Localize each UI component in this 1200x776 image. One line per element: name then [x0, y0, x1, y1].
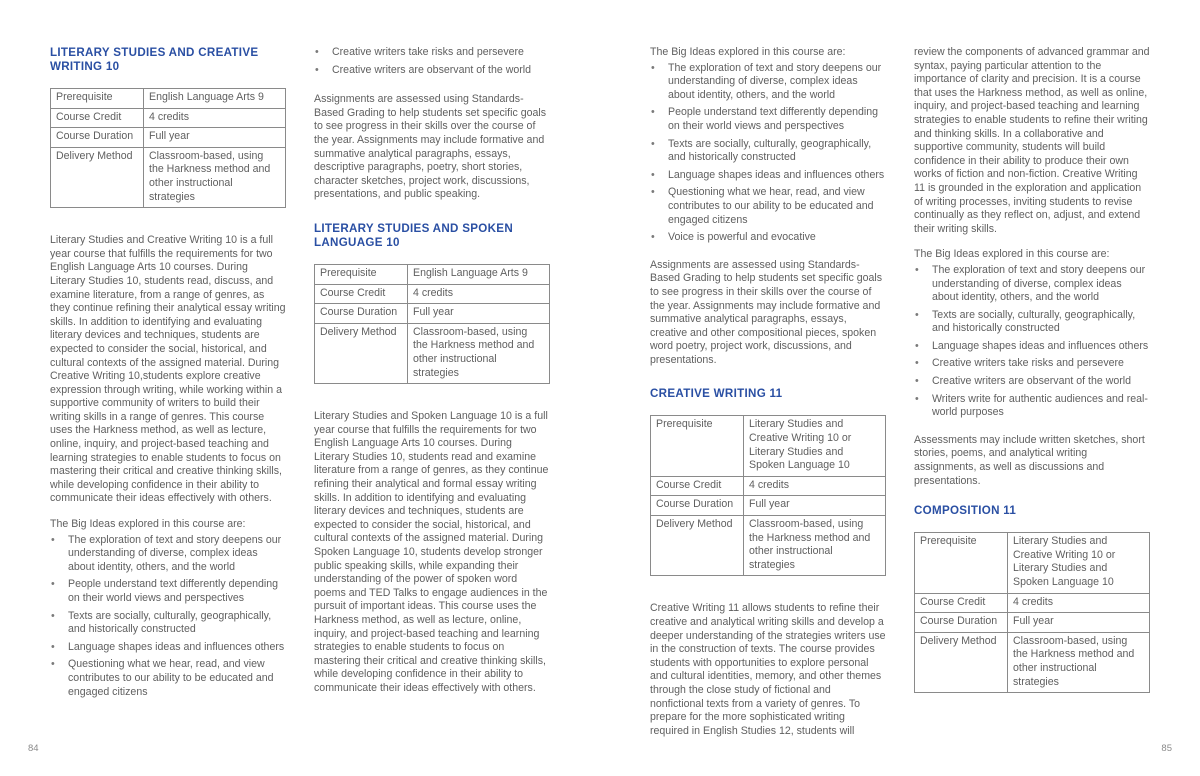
column-4	[914, 46, 1150, 719]
list-item: • Writers write for authentic audiences and real-world purposes	[914, 393, 1150, 420]
table-key: Course Duration	[651, 496, 744, 516]
table-key: Course Credit	[915, 593, 1008, 613]
course-info-table	[914, 532, 1150, 693]
table-value: 4 credits	[408, 284, 550, 304]
list-item: • Creative writers take risks and persevere	[314, 46, 550, 60]
heading-lit-spoken-10	[314, 222, 550, 250]
list-item: • People understand text differently depending on their world views and perspectives	[650, 106, 886, 133]
table-value: Classroom-based, using the Harkness method and other instructional strategies	[144, 147, 286, 207]
list-item: • The exploration of text and story deepens our understanding of diverse, complex ideas about identity, others, and the world	[914, 264, 1150, 305]
page-number-right: 85	[1161, 743, 1172, 755]
table-key: Prerequisite	[651, 416, 744, 476]
page-number-left: 84	[28, 743, 39, 755]
table-key: Course Credit	[315, 284, 408, 304]
course-description-continued: review the components of advanced grammar and syntax, paying particular attention to the importance of clarity and precision. It is a course that uses the Harkness method, as well as online, inquiry, and project-based teaching and learning strategies to enable students to refine their writing and thinking skills. In a collaborative and supportive community, students will build confidence in their ability to produce their own works of fiction and non-fiction. Creative Writing 11 is grounded in the exploration and application of writing processes, inviting students to revise continually as they reflect on, adjust, and extend their writing skills.	[914, 46, 1150, 235]
table-key: Course Duration	[51, 128, 144, 148]
table-row	[651, 516, 886, 576]
list-item: • Creative writers are observant of the world	[314, 64, 550, 78]
heading-lit-creative-10	[50, 46, 286, 74]
list-item: • Creative writers are observant of the world	[914, 375, 1150, 389]
list-item: • People understand text differently depending on their world views and perspectives	[50, 578, 286, 605]
table-value: Classroom-based, using the Harkness method and other instructional strategies	[744, 516, 886, 576]
big-ideas-list	[650, 62, 886, 245]
column-2	[314, 46, 550, 708]
table-value: Full year	[744, 496, 886, 516]
list-item: • Questioning what we hear, read, and view contributes to our ability to be educated and engaged citizens	[650, 186, 886, 227]
big-ideas-list-continued	[314, 46, 550, 77]
table-row	[651, 496, 886, 516]
list-item: • Texts are socially, culturally, geographically, and historically constructed	[50, 610, 286, 637]
list-item: • Language shapes ideas and influences others	[650, 169, 886, 183]
table-row	[651, 416, 886, 476]
table-row	[51, 89, 286, 109]
assessment-text: Assignments are assessed using Standards-Based Grading to help students set specific goals to see progress in their skills over the course of the year. Assignments may include formative and summative analytical paragraphs, essays, creative and other compositional pieces, spoken word poetry, project work, discussions, and presentations.	[650, 258, 883, 366]
course-description: Literary Studies and Spoken Language 10 is a full year course that fulfills the requirements for two English Language Arts 10 courses. During Literary Studies 10, students read and examine literature from a range of genres, as they continue refining their analytical and formal essay writing skills. In addition to identifying and evaluating literary devices and techniques, students are expected to consider the social, historical, and cultural contexts of the assigned material. During Spoken Language 10, students develop stronger public speaking skills, while expanding their understanding of the power of spoken word poems and TED Talks to engage audiences in the pursuit of important ideas. This course uses the Harkness method, as well as lecture, online, inquiry, and project-based teaching and learning strategies to enable students to focus on mastering their critical and creative thinking skills, while developing confidence in their ability to communicate their ideas effectively with others.	[314, 410, 549, 694]
table-value: Full year	[408, 304, 550, 324]
table-value: English Language Arts 9	[408, 264, 550, 284]
heading-line-2: WRITING 10	[50, 60, 120, 73]
table-row	[51, 108, 286, 128]
heading-line-1: LITERARY STUDIES AND CREATIVE	[50, 46, 259, 59]
table-value: 4 credits	[744, 476, 886, 496]
table-row	[315, 323, 550, 383]
table-value: Literary Studies and Creative Writing 10 or Literary Studies and Spoken Language 10	[744, 416, 886, 476]
big-ideas-intro: The Big Ideas explored in this course are:	[650, 46, 846, 58]
table-row	[915, 613, 1150, 633]
list-item: • Creative writers take risks and persevere	[914, 357, 1150, 371]
table-row	[51, 128, 286, 148]
course-info-table	[314, 264, 550, 384]
heading-creative-writing-11: CREATIVE WRITING 11	[650, 387, 783, 401]
table-row	[915, 632, 1150, 692]
table-value: 4 credits	[1008, 593, 1150, 613]
list-item: • Texts are socially, culturally, geographically, and historically constructed	[914, 309, 1150, 336]
table-key: Delivery Method	[315, 323, 408, 383]
table-value: English Language Arts 9	[144, 89, 286, 109]
table-row	[915, 593, 1150, 613]
list-item: • Language shapes ideas and influences others	[50, 641, 286, 655]
course-info-table	[50, 88, 286, 208]
list-item: • The exploration of text and story deepens our understanding of diverse, complex ideas about identity, others, and the world	[650, 62, 886, 103]
list-item: • Voice is powerful and evocative	[650, 231, 886, 245]
list-item: • Questioning what we hear, read, and view contributes to our ability to be educated and engaged citizens	[50, 658, 286, 699]
table-row	[915, 533, 1150, 593]
table-key: Delivery Method	[915, 632, 1008, 692]
table-row	[315, 284, 550, 304]
table-key: Course Credit	[51, 108, 144, 128]
list-item: • Texts are socially, culturally, geographically, and historically constructed	[650, 138, 886, 165]
heading-line-2: LANGUAGE 10	[314, 235, 400, 249]
table-key: Prerequisite	[51, 89, 144, 109]
big-ideas-list	[50, 534, 286, 700]
assessment-text: Assessments may include written sketches, short stories, poems, and analytical writing assignments, as well as discussions and presentations.	[914, 433, 1145, 487]
heading-composition-11: COMPOSITION 11	[914, 504, 1017, 518]
course-description: Creative Writing 11 allows students to refine their creative and analytical writing skills and develop a deeper understanding of the strategies writers use in the construction of texts. The course provides students with opportunities to explore personal and cultural identities, memory, and other themes through the close study of fictional and nonfictional texts from a variety of genres. To prepare for the more sophisticated writing required in English Studies 12, students will	[650, 602, 886, 737]
column-3	[650, 46, 886, 750]
table-key: Course Duration	[915, 613, 1008, 633]
big-ideas-list	[914, 264, 1150, 420]
table-value: Classroom-based, using the Harkness method and other instructional strategies	[1008, 632, 1150, 692]
heading-line-1: LITERARY STUDIES AND SPOKEN	[314, 221, 513, 235]
column-1	[50, 46, 286, 711]
table-key: Delivery Method	[51, 147, 144, 207]
table-key: Prerequisite	[315, 264, 408, 284]
big-ideas-intro: The Big Ideas explored in this course are:	[914, 248, 1110, 261]
course-info-table	[650, 415, 886, 576]
big-ideas-intro: The Big Ideas explored in this course are:	[50, 518, 246, 531]
table-key: Course Duration	[315, 304, 408, 324]
table-row	[51, 147, 286, 207]
table-key: Delivery Method	[651, 516, 744, 576]
table-row	[651, 476, 886, 496]
assessment-text: Assignments are assessed using Standards-Based Grading to help students set specific goals to see progress in their skills over the course of the year. Assignments may include formative and summative analytical paragraphs, essays, descriptive paragraphs, poetry, short stories, character sketches, project work, discussions, presentations, and public speaking.	[314, 93, 547, 201]
table-row	[315, 304, 550, 324]
table-value: Full year	[144, 128, 286, 148]
list-item: • The exploration of text and story deepens our understanding of diverse, complex ideas about identity, others, and the world	[50, 534, 286, 575]
table-value: Full year	[1008, 613, 1150, 633]
table-key: Prerequisite	[915, 533, 1008, 593]
list-item: • Language shapes ideas and influences others	[914, 340, 1150, 354]
course-description: Literary Studies and Creative Writing 10 is a full year course that fulfills the requirements for two English Language Arts 10 courses. During Literary Studies 10, students read, discuss, and examine literature, from a range of genres, as they continue refining their analytical essay writing skills. In addition to identifying and evaluating literary devices and techniques, students are expected to consider the social, historical, and cultural contexts of the assigned material. During Creative Writing 10,students explore creative expression through writing, while working within a supportive community of writers to build their writing skills in a range of genres. This course uses the Harkness method, as well as lecture, online, inquiry, and project-based teaching and learning strategies to enable students to focus on mastering their critical and creative thinking skills, while developing confidence in their ability to communicate their ideas effectively with others.	[50, 234, 286, 505]
table-value: Literary Studies and Creative Writing 10 or Literary Studies and Spoken Language 10	[1008, 533, 1150, 593]
table-row	[315, 264, 550, 284]
table-value: Classroom-based, using the Harkness method and other instructional strategies	[408, 323, 550, 383]
table-value: 4 credits	[144, 108, 286, 128]
table-key: Course Credit	[651, 476, 744, 496]
